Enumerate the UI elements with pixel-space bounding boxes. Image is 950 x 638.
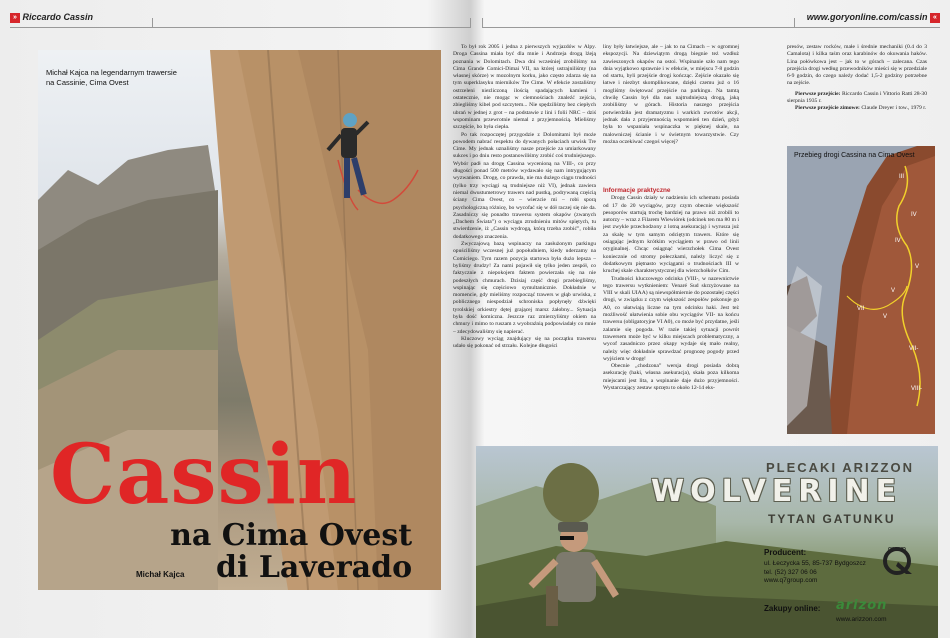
wolverine-logo: WOLVERINE (651, 474, 903, 509)
route-grade-label: V (883, 314, 888, 320)
paragraph: Po tak rozpoczętej przygodzie z Dolomitami był może powodem nabrać respektu do dywanych połaciach urwisk Tre Cime. My jednak uznaliśmy nasze przejście za umiarkowany sukces i po dniu resto postanowiliśmy zrobić coś trudniejszego. Wybór padł na drogę Cassina wycenioną na VIII-, co przy długości ponad 500 metrów wydawało się nam intrygującym wyzwaniem. Drogę, co prawda, nie ma dużego ciągu trudności (tylko trzy wyciągi są trudniejsze niż VI), jednak zawiera niemal dwustumetrowy trawers nad pustką, podrywaną częścią ściany Cima Ovest, co – wierzcie mi – robi sporą psychologiczną różnicę, bo wycofać się w dół raczej się nie da. Zasadniczy się ponadto trawersu system okapów (zwanych „Dachem Świata”) o wyciągu ztrudnieniu mitów spiętych, tu stwierdzenie, iż „Cassin wydrogą, którą trzeba zrobić”, robiła dodatkowego znaczenia. (453, 131, 596, 240)
practical-heading: Informacje praktyczne (603, 187, 671, 194)
route-grade-label: VII (857, 306, 865, 312)
route-grade-label: III (899, 174, 905, 180)
q7-group-logo (878, 546, 916, 590)
route-topo-photo (787, 146, 935, 434)
route-caption: Przebieg drogi Cassina na Cima Ovest (794, 152, 915, 159)
producer-label: Producent: (764, 548, 807, 557)
paragraph: Zwyczajową bazą wspinaczy na zasłużonym parkingu opuściliśmy wczesnej już popołudniem, kiedy uderzamy na Comiciego. Tym razem pozycja startowa była dużo lepsza – byliśmy drudzy! Za nami pojawił się tylko jeden zespół, co faktycznie z niepokojem faktem powierzała się na nie podeszłych chmurach. Dzisiaj część drogi przebiegliśmy, wspinając się częściowo symultanicznie. Dokładnie w momencie, gdy mieliśmy rozpocząć trawers w głąb urwiska, z poblicznego niespodział schroniska popłynęły dźwięki tyrolskiej orkiestry dętej grającej marsz żałobny... Sytuacja była dość komiczna. Jeszcze raz zmierzyliśmy okiem na chmury i mimo to ruszam z wyobraźnią podpowiadały co mnie – zdecydowaliśmy się napierać. (453, 241, 596, 335)
header-tick (794, 18, 795, 28)
first-winter-label: Pierwsze przejście zimowe: (795, 105, 860, 112)
photo-caption: Michał Kajca na legendarnym trawersie na Cassinie, Cima Ovest (46, 68, 177, 87)
arizzon-logo: arizon (836, 598, 888, 613)
article-title: Cassin (50, 427, 358, 523)
header-rule-right (482, 27, 940, 28)
route-grade-label: V (915, 264, 920, 270)
ad-headline: PLECAKI ARIZZON (766, 460, 914, 475)
climber-photo (38, 50, 441, 590)
first-ascent-label: Pierwsze przejście: (795, 90, 841, 97)
article-column-2 (603, 44, 739, 179)
paragraph: presów, zestaw rocków, małe i średnie mechaniki (0.4 do 3 Camalota) i kilka taśm oraz karabinów do okuwania haków. Lina połówkowa jest – jak to w górach – zalecana. Czas przejścia drogi według przewodników mieści się w przedziale 6-9 godzin, do czego należy dodać 1,5-2 godziny potrzebne na zejście. (787, 44, 927, 87)
first-ascent-text: Riccardo Cassin i Vittorio Ratti 28-30 sierpnia 1935 r. (787, 90, 927, 105)
address-line: www.q7group.com (764, 577, 818, 584)
shop-url[interactable]: www.arizzon.com (836, 616, 887, 623)
right-page-header (807, 12, 940, 26)
producer-address (764, 560, 866, 586)
address-line: ul. Łeczycka 55, 85-737 Bydgoszcz (764, 560, 866, 567)
author-name: Michał Kajca (136, 570, 185, 579)
address-line: tel. (52) 327 06 06 (764, 568, 817, 576)
wolverine-advertisement (476, 446, 938, 638)
header-tick (152, 18, 153, 28)
q7-logo-icon (878, 546, 916, 576)
article-column-3 (787, 44, 927, 144)
paragraph: Drogę Cassin działy w nadzieniu ich schematu posiada od 17 do 20 wyciągów, przy czym obecnie większość pesoporów startują trochę bardziej na prawo niż zrobili to autorzy – wraz z Filarem Wiewiórek (odcinek ten ma 80 m i jest zwykle przechodzony z lotną asekuracją) i wyrusza już za skalę w tym samym odciętym trawers. Które się osiągając jednym krótkim wyciągiem w prawo od linii oryginalnej. Chcąc osiągnąć wierzchołek Cima Ovest koniecznie od stromy połeczkami, należy liczyć się z dodatkowym piętnasto wyciągami o trudnościach III w kruchej skale charakterystycznej dla wierzchołków Cim. (603, 195, 739, 275)
ad-tagline: TYTAN GATUNKU (768, 512, 896, 526)
paragraph: Kluczowy wyciąg znajdujący się na początku trawersu udało się pokonać od strzału. Kolejne długości (453, 335, 596, 350)
practical-info-section (603, 184, 739, 448)
subtitle-line-1: na Cima Ovest (170, 518, 413, 553)
route-grade-label: VII- (909, 346, 919, 352)
site-url: www.goryonline.com/cassin (806, 12, 928, 22)
route-grade-label: VIII- (911, 386, 923, 392)
paragraph: Trudności kluczowego odcinka (VIII-, w nazewnictwie tego trawersu wytknieniem: Venaré Sud skrzyżowane na VIII w skali UIAA) są niewspółmiernie do pozostałej części drogi, w związku z czym większość zespołów pokonuje go A0, co ułatwiają liczne na tym odcinku haki. Jest też możliwość ułatwienia sobie obu wyciągów VII- na końcu trawersu (obligatoryjne VI A0), co może być przydatne, jeśli zalamie się pogoda. W razie takiej sytuacji powrót trawersem może być w kilku miejscach problematyczny, a wycof zasadniczo przez okapy wydaje się mało realny, należy więc dokładnie sprawdzać prognozę pogody przed wyjściem w drogę! (603, 275, 739, 362)
header-tick (470, 18, 471, 28)
subtitle-line-2: di Laverado (216, 550, 413, 585)
route-grade-label: IV (895, 238, 901, 244)
paragraph: To był rok 2005 i jedna z pierwszych wyjazdów w Alpy. Droga Cassina miała być dla mnie i Andrzeja drogą lżeją poznania w Dolomitach. Dwa dni wcześniej zrobiliśmy na Cima Grande Comici-Dimai VII, na której ustrajniliśmy (na własnej skórze) w mozolnym korku, jako często zdarza się na tym superklasyku mierników Tre Cime. W efekcie zostaliśmy ostrzeleni niezliczoną ilością spadających kamieni i ostatecznie, nie mogąc w ciemnościach znaleźć zejścia, zbiegliśmy kibel pod szczytem... Nie spędziliśmy bez ciepłych ubrań w jednej z grot – na podstawie z lini i folii NRC – dziś wspominam przewrotnie niemal z przyjemnością. Mieliśmy szczęście, bo była ciepła. (453, 44, 596, 131)
header-rule-left (10, 27, 470, 28)
running-title: Riccardo Cassin (22, 12, 94, 22)
shop-label: Zakupy online: (764, 604, 821, 613)
header-tick (482, 18, 483, 28)
paragraph: liny były łatwiejsze, ale – jak to na Cimach – w ogromnej ekspozycji. Na dziewiątym drogą biegnie też wzdłuż zawieszonych okapów na ostoi. Wspinanie szło nam tego dnia wyjątkowo sprawnie i w efekcie, w miejscu 7-8 godzin od startu, byli przejście drogi kończąc. Zejście okazało się łatwe i niezbyt skomplikowane, dzięki czemu już o 16 mogliśmy świętować przejście na parkingu. Na tamtą chwilę Cassin był dla nas najtrudniejszą drogą, jaką zrobiliśmy w górach. Historia naszego przejścia potwierdziła jest dramatyzmu i warkich zwrotów akcji, jednak dała z przyjemnością wspomnień ten dzień, gdyż była to wspaniała wspinaczka w pięknej skale, na malowniczej ścianie i w świetnym towarzystwie. Czy można oczekiwać czegoś więcej? (603, 44, 739, 145)
first-winter-text: Claude Dreyer i tow., 1979 r. (861, 105, 927, 112)
q7-sublabel: group (888, 546, 906, 553)
route-grade-label: IV (911, 212, 917, 218)
route-grade-label: V (891, 288, 896, 294)
page-marker-icon: » (10, 13, 20, 23)
left-page-header (10, 12, 93, 26)
page-marker-icon: « (930, 13, 940, 23)
article-column-1 (453, 44, 596, 454)
paragraph: Obecnie „chodzona” wersja drogi posiada dobrą asekurację (haki, własna asekuracja), skała poza kilkoma miejscami jest lita, a wspinanie daje dużo przyjemności. Wystarczający zestaw sprzętu to około 12-14 eks- (603, 363, 739, 392)
